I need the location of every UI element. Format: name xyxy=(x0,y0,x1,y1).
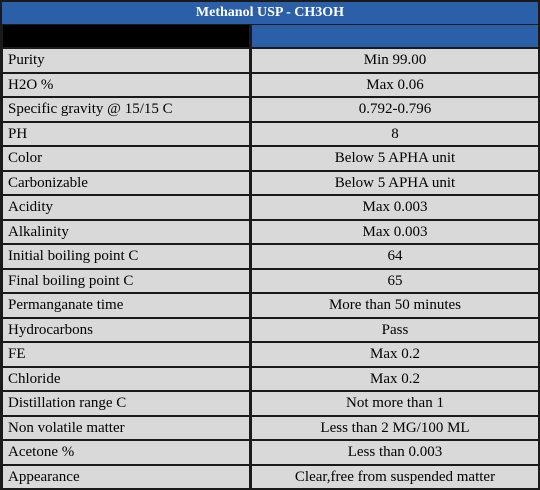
header-left-cell xyxy=(3,25,249,47)
parameter-cell: PH xyxy=(3,123,249,146)
table-row xyxy=(0,270,540,293)
value-cell: Below 5 APHA unit xyxy=(252,172,538,195)
spec-table-body xyxy=(0,49,540,490)
table-row xyxy=(0,319,540,342)
value-cell: Max 0.003 xyxy=(252,221,538,244)
parameter-cell: Final boiling point C xyxy=(3,270,249,293)
value-cell: More than 50 minutes xyxy=(252,294,538,317)
table-row xyxy=(0,466,540,489)
value-cell: 64 xyxy=(252,245,538,268)
parameter-cell: Permanganate time xyxy=(3,294,249,317)
table-row xyxy=(0,147,540,170)
parameter-cell: Initial boiling point C xyxy=(3,245,249,268)
value-cell: Max 0.003 xyxy=(252,196,538,219)
value-cell: Less than 2 MG/100 ML xyxy=(252,417,538,440)
parameter-cell: Alkalinity xyxy=(3,221,249,244)
value-cell: 0.792-0.796 xyxy=(252,98,538,121)
table-row xyxy=(0,172,540,195)
value-cell: Max 0.2 xyxy=(252,368,538,391)
table-row xyxy=(0,294,540,317)
value-cell: Below 5 APHA unit xyxy=(252,147,538,170)
table-row xyxy=(0,343,540,366)
value-cell: Clear,free from suspended matter xyxy=(252,466,538,489)
table-row xyxy=(0,221,540,244)
table-row xyxy=(0,417,540,440)
parameter-cell: Distillation range C xyxy=(3,392,249,415)
value-cell: Max 0.2 xyxy=(252,343,538,366)
table-row xyxy=(0,74,540,97)
parameter-cell: Acidity xyxy=(3,196,249,219)
table-row xyxy=(0,49,540,72)
value-cell: 65 xyxy=(252,270,538,293)
parameter-cell: FE xyxy=(3,343,249,366)
parameter-cell: Color xyxy=(3,147,249,170)
parameter-cell: Carbonizable xyxy=(3,172,249,195)
parameter-cell: H2O % xyxy=(3,74,249,97)
header-row xyxy=(0,25,540,47)
value-cell: Not more than 1 xyxy=(252,392,538,415)
table-row xyxy=(0,441,540,464)
parameter-cell: Non volatile matter xyxy=(3,417,249,440)
value-cell: 8 xyxy=(252,123,538,146)
table-row xyxy=(0,196,540,219)
value-cell: Max 0.06 xyxy=(252,74,538,97)
header-right-cell xyxy=(252,25,538,47)
table-row xyxy=(0,392,540,415)
value-cell: Pass xyxy=(252,319,538,342)
parameter-cell: Chloride xyxy=(3,368,249,391)
value-cell: Less than 0.003 xyxy=(252,441,538,464)
value-cell: Min 99.00 xyxy=(252,49,538,72)
table-row xyxy=(0,368,540,391)
parameter-cell: Specific gravity @ 15/15 C xyxy=(3,98,249,121)
table-row xyxy=(0,245,540,268)
parameter-cell: Appearance xyxy=(3,466,249,489)
table-row xyxy=(0,123,540,146)
table-title: Methanol USP - CH3OH xyxy=(2,2,538,24)
parameter-cell: Acetone % xyxy=(3,441,249,464)
parameter-cell: Hydrocarbons xyxy=(3,319,249,342)
parameter-cell: Purity xyxy=(3,49,249,72)
table-row xyxy=(0,98,540,121)
